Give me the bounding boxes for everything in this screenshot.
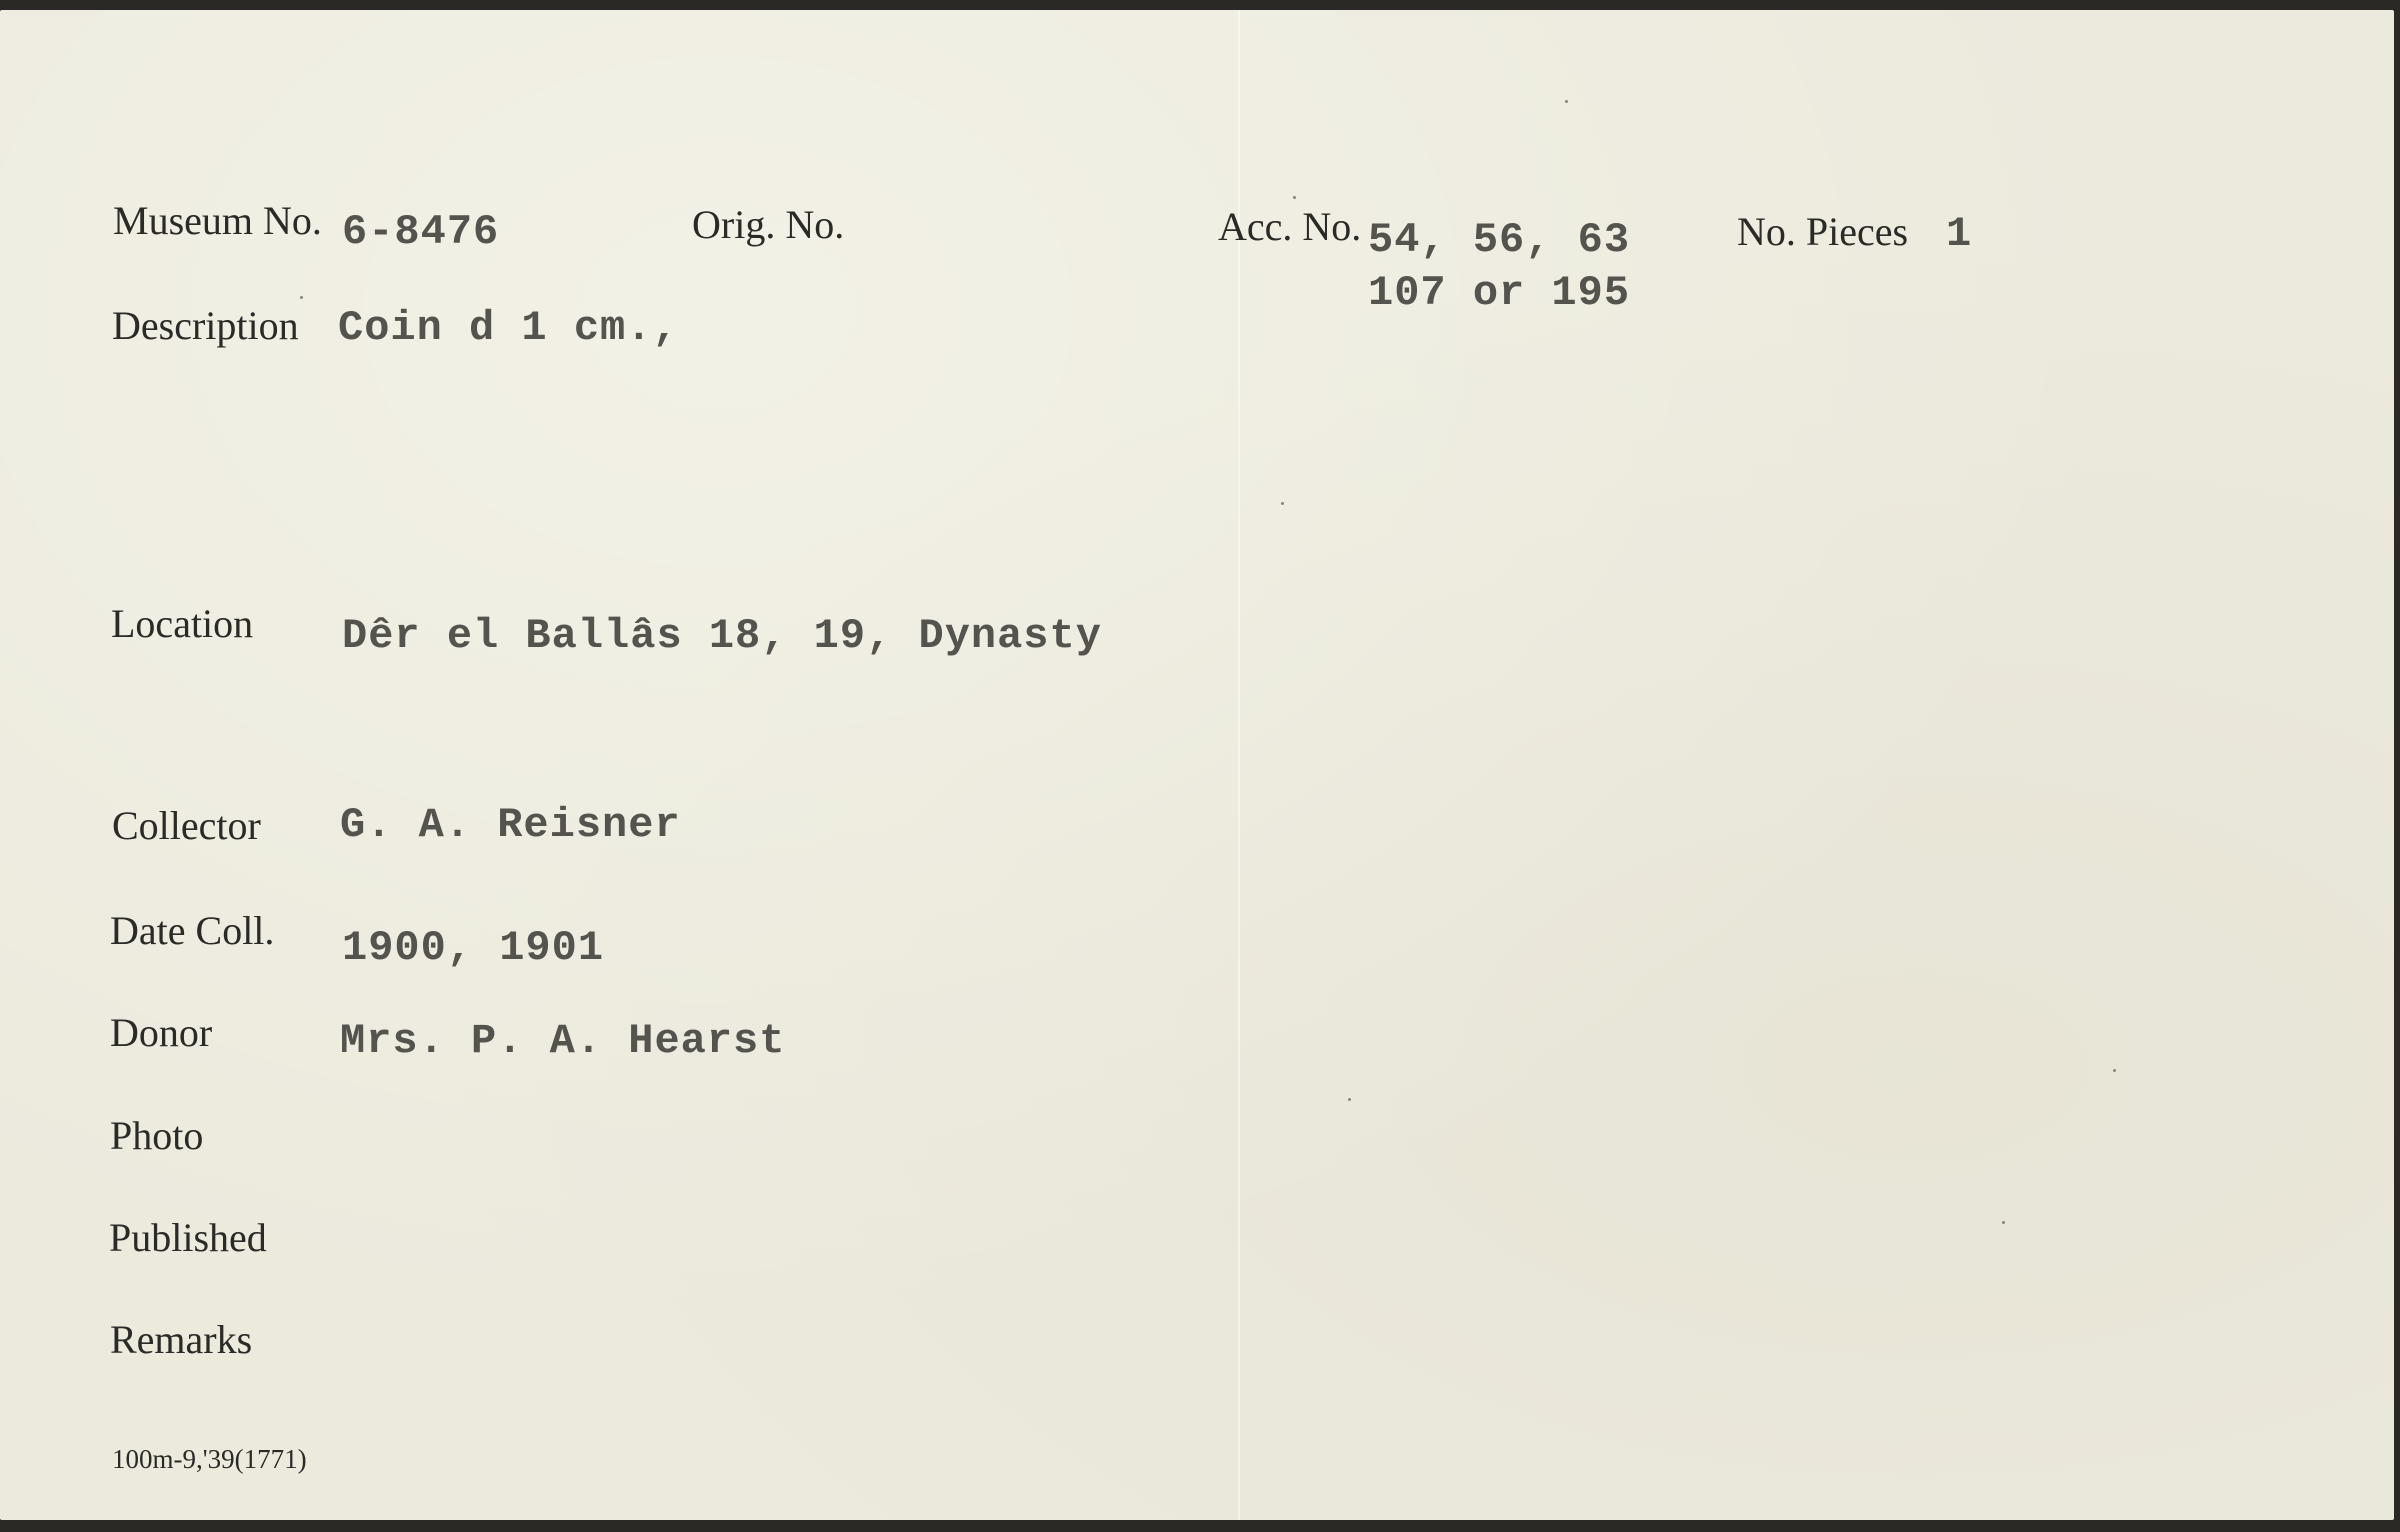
print-code: 100m-9,'39(1771)	[112, 1444, 307, 1474]
no-pieces-label: No. Pieces	[1737, 209, 1909, 254]
published-label: Published	[109, 1215, 267, 1260]
museum-no-label: Museum No.	[113, 198, 322, 243]
location-value: Dêr el Ballâs 18, 19, Dynasty	[342, 612, 1102, 660]
paper-speck	[1565, 100, 1568, 103]
paper-speck	[1293, 196, 1296, 199]
donor-value: Mrs. P. A. Hearst	[340, 1017, 786, 1065]
museum-no-value: 6-8476	[342, 208, 500, 256]
collector-label: Collector	[112, 803, 261, 848]
paper-speck	[1348, 1098, 1351, 1101]
description-value: Coin d 1 cm.,	[338, 304, 679, 352]
acc-no-label: Acc. No.	[1218, 204, 1362, 249]
acc-no-value-line2: 107 or 195	[1368, 269, 1631, 317]
donor-label: Donor	[110, 1010, 213, 1055]
collector-value: G. A. Reisner	[340, 801, 681, 849]
paper-speck	[1281, 502, 1284, 505]
no-pieces-value: 1	[1946, 210, 1973, 258]
date-coll-label: Date Coll.	[110, 908, 275, 953]
date-coll-value: 1900, 1901	[342, 924, 605, 972]
remarks-label: Remarks	[110, 1317, 253, 1362]
location-label: Location	[111, 601, 254, 646]
photo-label: Photo	[110, 1113, 204, 1158]
paper-speck	[2002, 1221, 2005, 1224]
acc-no-value-line1: 54, 56, 63	[1368, 216, 1631, 264]
description-label: Description	[112, 303, 299, 348]
orig-no-label: Orig. No.	[692, 202, 845, 247]
paper-speck	[2113, 1069, 2116, 1072]
paper-speck	[300, 296, 303, 299]
